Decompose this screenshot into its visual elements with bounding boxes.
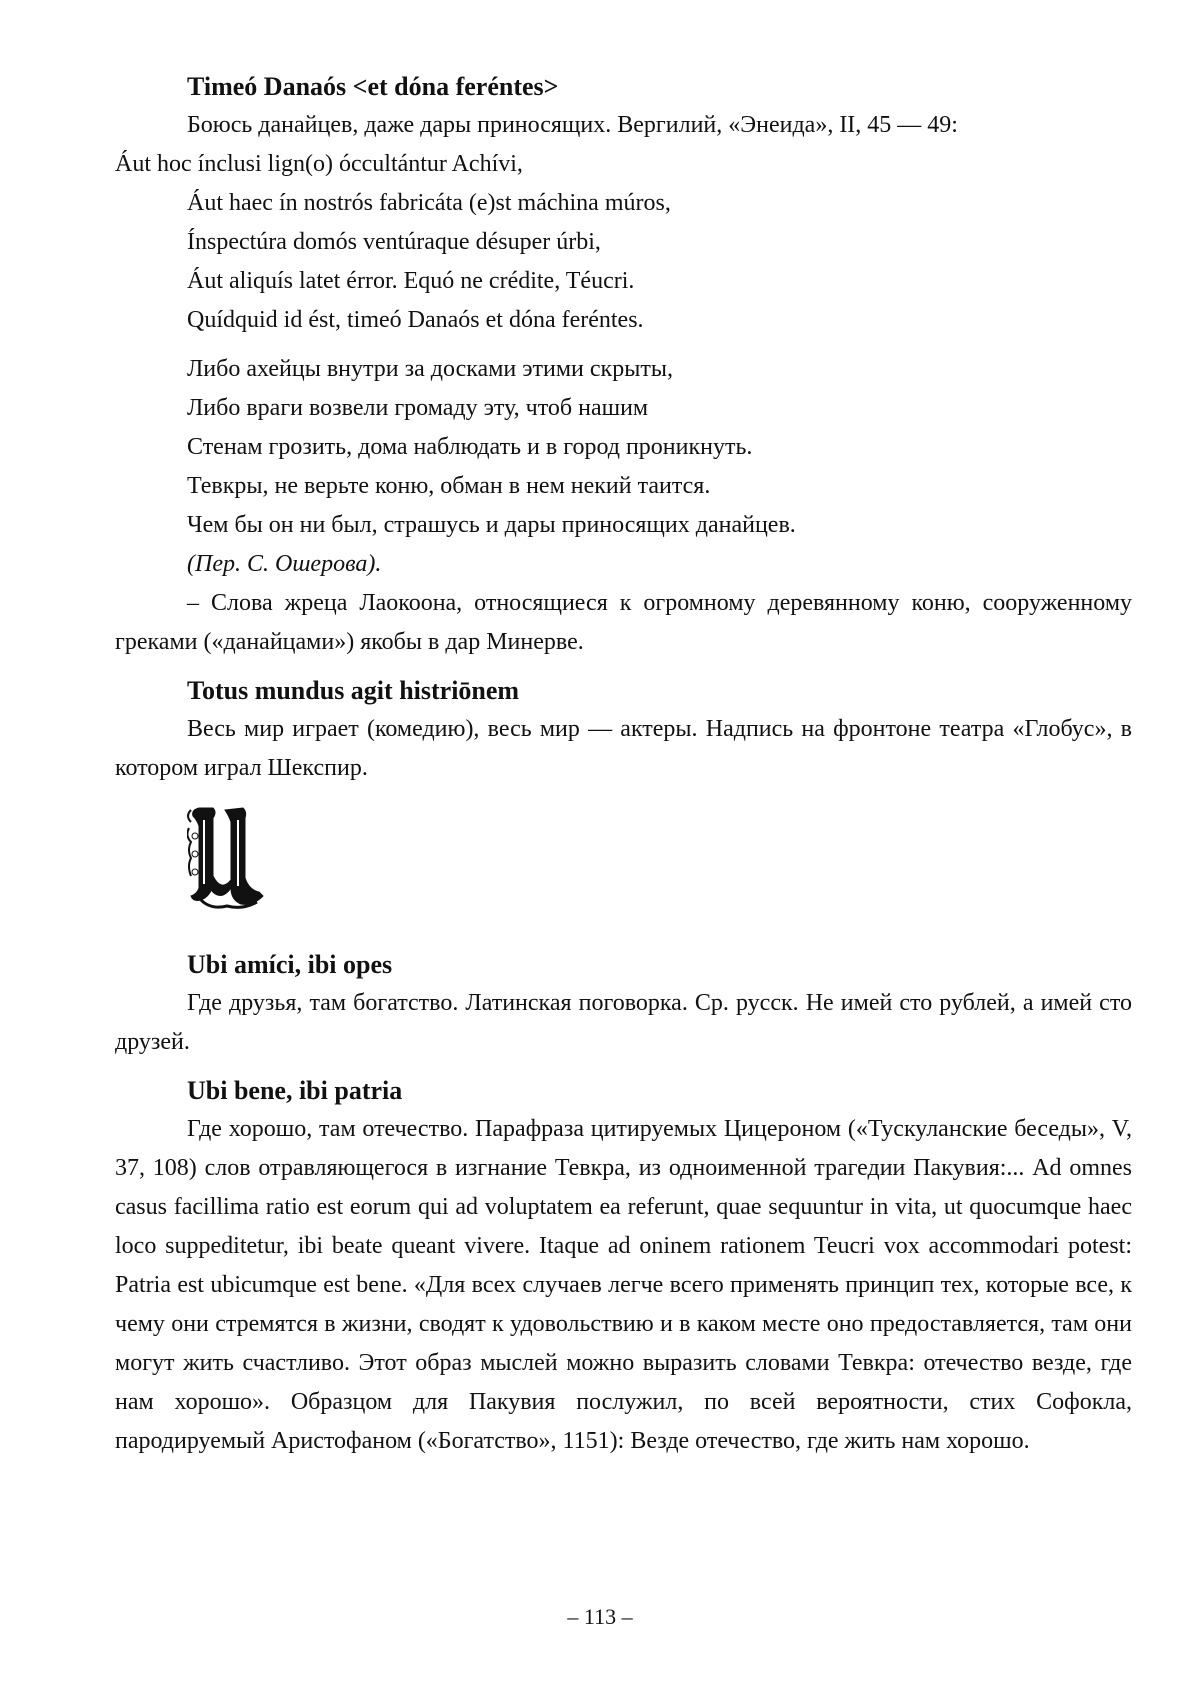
verse-line: Áut haec ín nostrós fabricáta (e)st máchina múros, xyxy=(187,190,671,216)
entry-title: Ubi bene, ibi patria xyxy=(187,1076,403,1105)
translator-note: (Пер. С. Ошерова). xyxy=(187,551,382,577)
entry-ubi-amici xyxy=(115,946,1132,1062)
page-number: – 113 – xyxy=(567,1604,633,1629)
entry-ubi-bene xyxy=(115,1072,1132,1461)
verse-line: Либо ахейцы внутри за досками этими скрыты, xyxy=(187,356,673,382)
verse-line: Áut hoc ínclusi lign(o) óccultántur Achívi, xyxy=(115,151,523,177)
latin-verse-continued xyxy=(115,184,1132,340)
entry-title: Totus mundus agit histriōnem xyxy=(187,676,520,705)
entry-text: Боюсь данайцев, даже дары приносящих. Вергилий, «Энеида», II, 45 — 49: xyxy=(187,112,958,138)
entry-timeo xyxy=(115,68,1132,662)
verse-line: Либо враги возвели громаду эту, чтоб нашим xyxy=(187,395,649,421)
section-letter-block xyxy=(115,806,1132,924)
entry-comment: – Слова жреца Лаокоона, относящиеся к огромному деревянному коню, сооруженному греками («данайцами») якобы в дар Минерве. xyxy=(115,590,1132,655)
entry-totus xyxy=(115,672,1132,788)
russian-verse xyxy=(115,350,1132,584)
verse-line: Чем бы он ни был, страшусь и дары приносящих данайцев. xyxy=(187,512,796,538)
entry-text: Где друзья, там богатство. Латинская поговорка. Ср. русск. Не имей сто рублей, а имей сто друзей. xyxy=(115,990,1132,1055)
latin-verse xyxy=(115,145,1132,184)
verse-line: Áut aliquís latet érror. Equó ne crédite, Téucri. xyxy=(187,268,635,294)
verse-line: Стенам грозить, дома наблюдать и в город проникнуть. xyxy=(187,434,753,460)
gothic-letter-u-icon xyxy=(187,806,265,910)
verse-line: Quídquid id ést, timeó Danaós et dóna feréntes. xyxy=(187,307,644,333)
entry-title: Timeó Danaós <et dóna feréntes> xyxy=(187,72,559,101)
verse-line: Ínspectúra domós ventúraque désuper úrbi, xyxy=(187,229,601,255)
entry-title: Ubi amíci, ibi opes xyxy=(187,950,393,979)
page-content xyxy=(115,68,1132,1461)
entry-text: Весь мир играет (комедию), весь мир — актеры. Надпись на фронтоне театра «Глобус», в котором играл Шекспир. xyxy=(115,716,1132,781)
verse-line: Тевкры, не верьте коню, обман в нем некий таится. xyxy=(187,473,711,499)
entry-text: Где хорошо, там отечество. Парафраза цитируемых Цицероном («Тускуланские беседы», V, 37, 108) слов отравляющегося в изгнание Тевкра, из одноименной трагедии Пакувия:... Ad omnes casus facillima ratio est eorum qui ad voluptatem ea referunt, quae sequuntur in vita, ut quocumque haec loco suppeditetur, ibi beate queant vivere. Itaque ad oninem rationem Teucri vox accommodari potest: Patria est ubicumque est bene. «Для всех случаев легче всего применять принцип тех, которые все, к чему они стремятся в жизни, сводят к удовольствию и в каком месте оно предоставляется, там они могут жить счастливо. Этот образ мыслей можно выразить словами Тевкра: отечество везде, где нам хорошо». Образцом для Пакувия послужил, по всей вероятности, стих Софокла, пародируемый Аристофаном («Богатство», 1151): Везде отечество, где жить нам хорошо. xyxy=(115,1116,1132,1454)
